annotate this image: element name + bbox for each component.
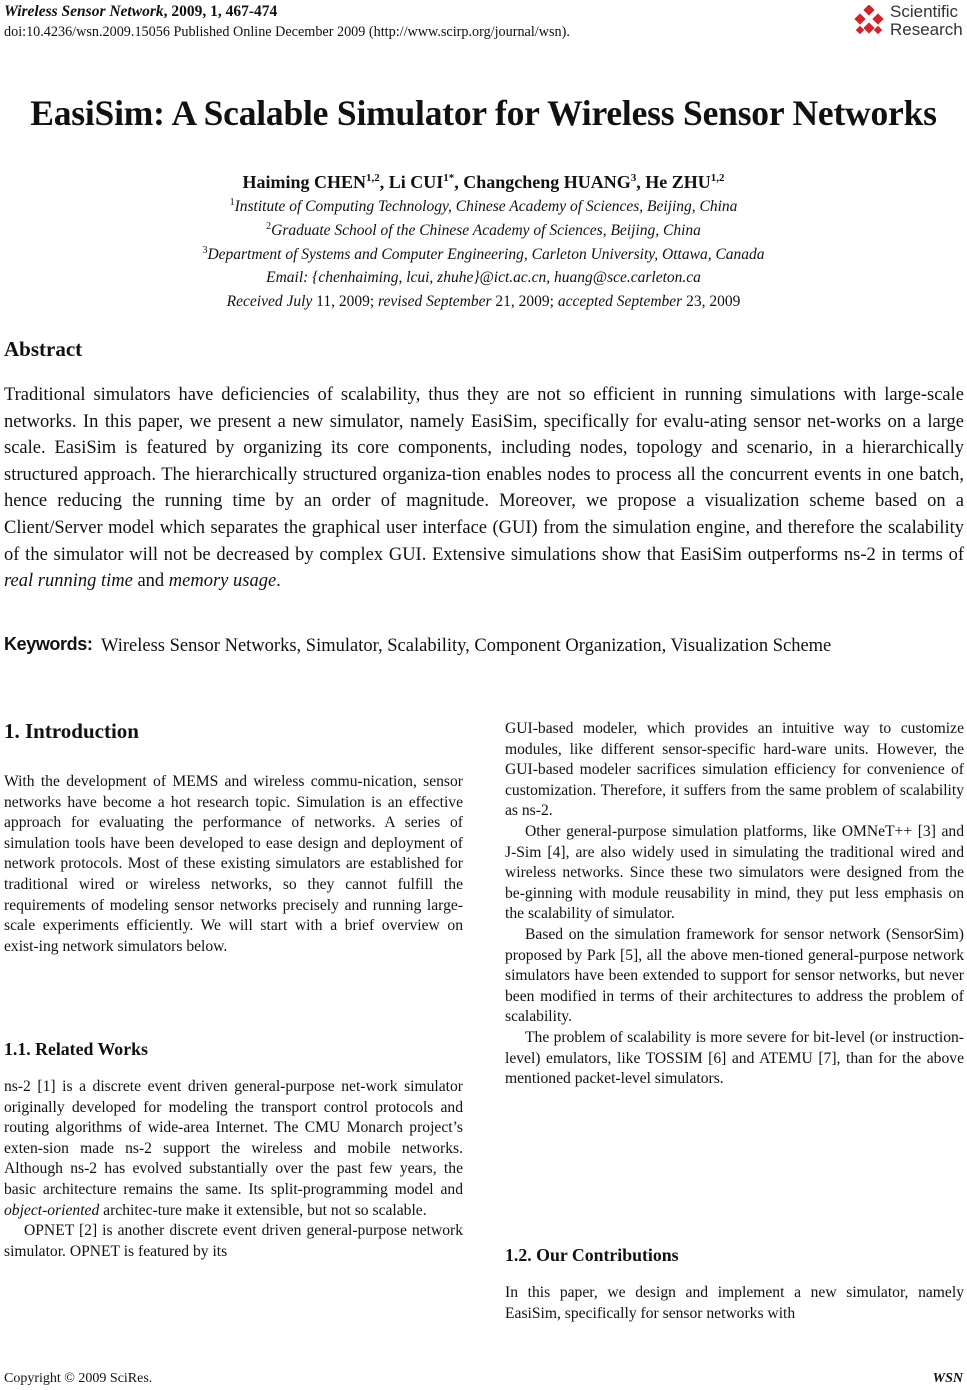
text-emphasis: object-oriented xyxy=(4,1201,100,1219)
abstract-part: and xyxy=(132,571,169,592)
affiliation-2 xyxy=(0,221,967,240)
logo-line-2: Research xyxy=(890,20,963,39)
author-affil-mark: 1,2 xyxy=(365,172,380,184)
subsection-heading-contributions: 1.2. Our Contributions xyxy=(505,1245,679,1265)
logo-line-1: Scientific xyxy=(890,2,959,21)
affiliation-mark: 3 xyxy=(202,245,208,256)
intro-paragraph xyxy=(4,772,463,957)
received-label: Received July xyxy=(226,293,313,310)
doi-line: doi:10.4236/wsn.2009.15056 Published Online December 2009 (http://www.scirp.org/journal/wsn). xyxy=(4,24,570,40)
paragraph: Based on the simulation framework for sensor network (SensorSim) proposed by Park [5], all the above men-tioned general-purpose network simulators have been extended to support for sensor networks, but never been modified in terms of their architectures to address the problem of scalability. xyxy=(505,925,964,1026)
revised-date: 21, 2009; xyxy=(491,293,558,310)
text-part: ns-2 [1] is a discrete event driven general-purpose net-work simulator originally developed for modeling the transport control protocols and routing algorithms of wide-area Internet. The CMU Monarch project’s exten-sion made ns-2 support the wireless and mobile networks. Although ns-2 has evolved substantially over the past few years, the basic architecture remains the same. Its split-programming model and xyxy=(4,1078,463,1198)
abstract-emphasis: real running time xyxy=(4,571,133,592)
author-list xyxy=(0,172,967,193)
journal-name: Wireless Sensor Network xyxy=(4,3,164,20)
affiliation-text: Graduate School of the Chinese Academy of Sciences, Beijing, China xyxy=(271,222,701,240)
logo-mark-icon xyxy=(852,5,886,39)
keywords-label: Keywords: xyxy=(4,634,93,654)
abstract-heading: Abstract xyxy=(4,337,83,361)
copyright: Copyright © 2009 SciRes. xyxy=(4,1371,153,1386)
author-name: He ZHU xyxy=(645,172,711,192)
author-affil-mark: 1* xyxy=(443,172,455,184)
paragraph: With the development of MEMS and wireless commu-nication, sensor networks have become a hot research topic. Simulation is an effective approach for evaluating the performance of networks. A series of simulation tools have been developed to ease design and deployment of network protocols. Most of these existing simulators are established for traditional wired or wireless networks, so they cannot fulfill the requirements of modeling sensor networks precisely and running large-scale experiments efficiently. We will start with a brief overview on exist-ing network simulators below. xyxy=(4,773,463,955)
author-affil-mark: 1,2 xyxy=(710,172,725,184)
author-separator: , xyxy=(454,172,464,192)
paragraph: In this paper, we design and implement a new simulator, namely EasiSim, specifically for sensor networks with xyxy=(505,1284,964,1322)
journal-volume: , 2009, 1, 467-474 xyxy=(163,3,278,20)
section-heading-introduction: 1. Introduction xyxy=(4,719,139,743)
affiliation-text: Institute of Computing Technology, Chinese Academy of Sciences, Beijing, China xyxy=(234,198,738,216)
journal-citation xyxy=(4,3,277,21)
journal-abbreviation: WSN xyxy=(932,1371,963,1386)
paper-title: EasiSim: A Scalable Simulator for Wireless Sensor Networks xyxy=(30,93,937,133)
accepted-label: accepted September xyxy=(557,293,683,310)
right-column-text xyxy=(505,719,964,1090)
abstract-text xyxy=(4,382,964,595)
email-addresses: : {chenhaiming, lcui, zhuhe}@ict.ac.cn, huang@sce.carleton.ca xyxy=(303,269,701,286)
received-date: 11, 2009; xyxy=(312,293,379,310)
paragraph: The problem of scalability is more severe for bit-level (or instruction-level) emulators, like TOSSIM [6] and ATEMU [7], than for the above mentioned packet-level simulators. xyxy=(505,1028,964,1088)
affiliation-3 xyxy=(0,245,967,264)
paragraph: GUI-based modeler, which provides an intuitive way to customize modules, like different sensor-specific hard-ware units. However, the GUI-based modeler sacrifices simulation efficiency for convenience of customization. Therefore, it suffers from the same problem of scalability as ns-2. xyxy=(505,720,964,820)
author-separator: , xyxy=(379,172,389,192)
dates-line xyxy=(0,293,967,311)
author-affil-mark: 3 xyxy=(630,172,637,184)
accepted-date: 23, 2009 xyxy=(682,293,741,310)
contributions-text xyxy=(505,1283,964,1324)
paragraph: Other general-purpose simulation platforms, like OMNeT++ [3] and J-Sim [4], are also widely used in simulating the traditional wired and wireless networks. Since these two simulators were designed from the be-ginning with module reusability in mind, they put less emphasis on the scalability of simulator. xyxy=(505,822,964,923)
affiliation-1 xyxy=(0,197,967,216)
author-name: Haiming CHEN xyxy=(242,172,366,192)
revised-label: revised September xyxy=(378,293,492,310)
subsection-heading-related-works: 1.1. Related Works xyxy=(4,1039,148,1059)
email-label: Email xyxy=(266,269,304,286)
logo-wordmark xyxy=(890,3,963,39)
abstract-part: Traditional simulators have deficiencies of scalability, thus they are not so efficient in running simulations with large-scale networks. In this paper, we present a new simulator, namely EasiSim, specifically for evalu-ating sensor net-works on a large scale. EasiSim is featured by organizing its core components, including nodes, topology and scenario, in a hierarchically structured approach. The hierarchically structured organiza-tion enables nodes to process all the concurrent events in one batch, hence reducing the running time by an order of magnitude. Moreover, we propose a visualization scheme based on a Client/Server model which separates the graphical user interface (GUI) from the simulation engine, and therefore the scalability of the simulator will not be decreased by complex GUI. Extensive simulations show that EasiSim outperforms ns-2 in terms of xyxy=(4,385,964,565)
author-name: Changcheng HUANG xyxy=(463,172,631,192)
author-name: Li CUI xyxy=(388,172,444,192)
abstract-emphasis: memory usage xyxy=(168,571,277,592)
affiliation-text: Department of Systems and Computer Engineering, Carleton University, Ottawa, Canada xyxy=(207,246,765,264)
related-works-text xyxy=(4,1077,463,1262)
author-separator: , xyxy=(636,172,646,192)
email-line xyxy=(0,269,967,287)
text-part: architec-ture make it extensible, but not so scalable. xyxy=(99,1201,427,1219)
paragraph-ns2 xyxy=(4,1077,463,1221)
affiliation-mark: 2 xyxy=(266,221,272,232)
abstract-part: . xyxy=(276,571,281,592)
keywords-text: Wireless Sensor Networks, Simulator, Scalability, Component Organization, Visualization Scheme xyxy=(101,636,832,656)
publisher-logo xyxy=(852,2,967,44)
affiliation-mark: 1 xyxy=(229,197,235,208)
paragraph-opnet: OPNET [2] is another discrete event driven general-purpose network simulator. OPNET is featured by its xyxy=(4,1222,463,1260)
